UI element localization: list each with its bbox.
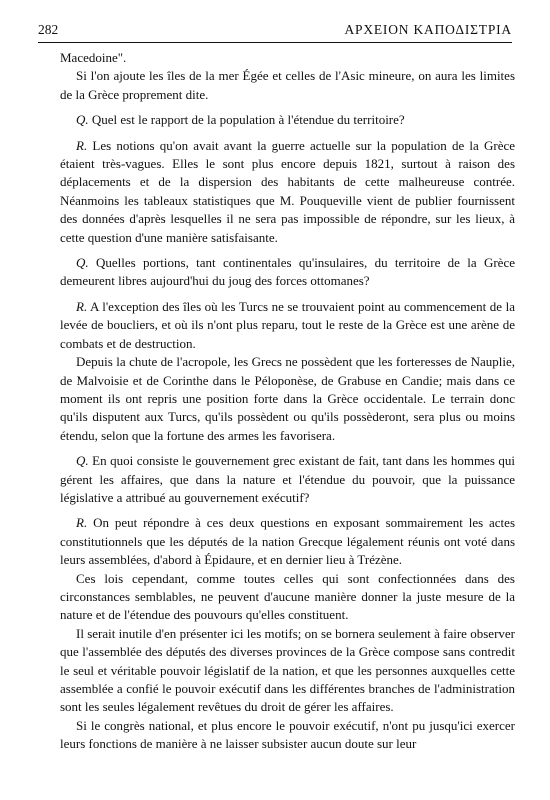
question-marker: Q. bbox=[76, 112, 89, 128]
paragraph-text: En quoi consiste le gouvernement grec existant de fait, tant dans les hommes qui gérent les affaires, que dans la nature et l'étendue du pouvoir, que la puissance législative a attribué au gouvernement exécutif? bbox=[60, 453, 515, 505]
paragraph-text: Quel est le rapport de la population à l'étendue du territoire? bbox=[91, 112, 405, 128]
paragraph bbox=[60, 353, 515, 445]
question-paragraph bbox=[60, 111, 515, 129]
answer-paragraph bbox=[60, 514, 515, 569]
paragraph bbox=[60, 570, 515, 625]
answer-marker: R. bbox=[76, 298, 88, 314]
page-number: 282 bbox=[38, 22, 59, 37]
paragraph-text: A l'exception des îles où les Turcs ne se trouvaient point au commencement de la levée de boucliers, et où ils n'ont plus reparu, tout le reste de la Grèce est une arène de combats et de destruction. bbox=[60, 298, 515, 351]
running-title: ΑΡΧΕΙΟΝ ΚΑΠΟΔΙΣΤΡΙΑ bbox=[344, 22, 512, 37]
paragraph-text: On peut répondre à ces deux questions en exposant sommairement les actes constitutionnels que les députés de la nation Grecque légalement réunis ont voté dans leurs assemblées, d'abord à Épidaure, et en dernier lieu à Trézène. bbox=[60, 515, 515, 568]
paragraph-text: Si le congrès national, et plus encore le pouvoir exécutif, n'ont pu jusqu'ici exercer leurs fonctions de manière à ne laisser subsister aucun doute sur leur bbox=[60, 717, 515, 752]
page-header bbox=[38, 20, 512, 43]
answer-marker: R. bbox=[76, 515, 88, 531]
answer-paragraph bbox=[60, 298, 515, 353]
paragraph bbox=[60, 625, 515, 717]
answer-paragraph bbox=[60, 137, 515, 247]
paragraph-text: Il serait inutile d'en présenter ici les motifs; on se bornera seulement à faire observer que l'assemblée des députés des diverses provinces de la Grèce compose sans contredit le seul et véritable pouvoir législatif de la nation, et que les personnes auxquelles cette assemblée a confié le pouvoir exécutif dans les différentes branches de l'administration sont les seules légalement revêtues du droit de gérer les affaires. bbox=[60, 625, 515, 715]
paragraph-text: Depuis la chute de l'acropole, les Grecs ne possèdent que les forteresses de Nauplie, de Malvoisie et de Corinthe dans le Péloponèse, de Grabuse en Candie; mais dans ce moment ils ont repris une position forte dans la Grèce occidentale. Le terrain donc qu'ils disputent aux Turcs, qu'ils possèdent ou qu'ils possèderont, sera plus ou moins étendu, selon que la fortune des armes les favorisera. bbox=[60, 354, 515, 443]
paragraph-text: Si l'on ajoute les îles de la mer Égée et celles de l'Asic mineure, on aura les limites de la Grèce proprement dite. bbox=[60, 68, 515, 102]
question-paragraph bbox=[60, 254, 515, 291]
paragraph bbox=[60, 49, 515, 67]
paragraph-text: Macedoine". bbox=[60, 50, 127, 65]
paragraph-text: Ces lois cependant, comme toutes celles qui sont confectionnées dans des circonstances semblables, ne peuvent d'aucune manière donner la juste mesure de la nature et de l'étendue des pouvours qu'elles constituent. bbox=[60, 570, 515, 623]
body-text bbox=[60, 49, 515, 754]
paragraph-text: Quelles portions, tant continentales qu'insulaires, du territoire de la Grèce demeurent libres aujourd'hui du joug des forces ottomanes? bbox=[60, 255, 515, 289]
answer-marker: R. bbox=[76, 137, 88, 153]
paragraph-text: Les notions qu'on avait avant la guerre actuelle sur la population de la Grèce étaient très-vagues. Elles le sont plus encore depuis 1821, surtout à raison des déplacements et de la dispersion des habitants de cette malheureuse contrée. Néanmoins les tableaux statistiques que M. Pouqueville vient de publier fournissent des données d'après lesquelles il ne sera pas impossible de répondre, sur les lieux, à cette question d'une manière satisfaisante. bbox=[60, 137, 516, 245]
question-marker: Q. bbox=[76, 255, 89, 271]
question-paragraph bbox=[60, 452, 515, 507]
paragraph bbox=[60, 67, 515, 104]
question-marker: Q. bbox=[76, 453, 89, 469]
paragraph bbox=[60, 717, 515, 754]
